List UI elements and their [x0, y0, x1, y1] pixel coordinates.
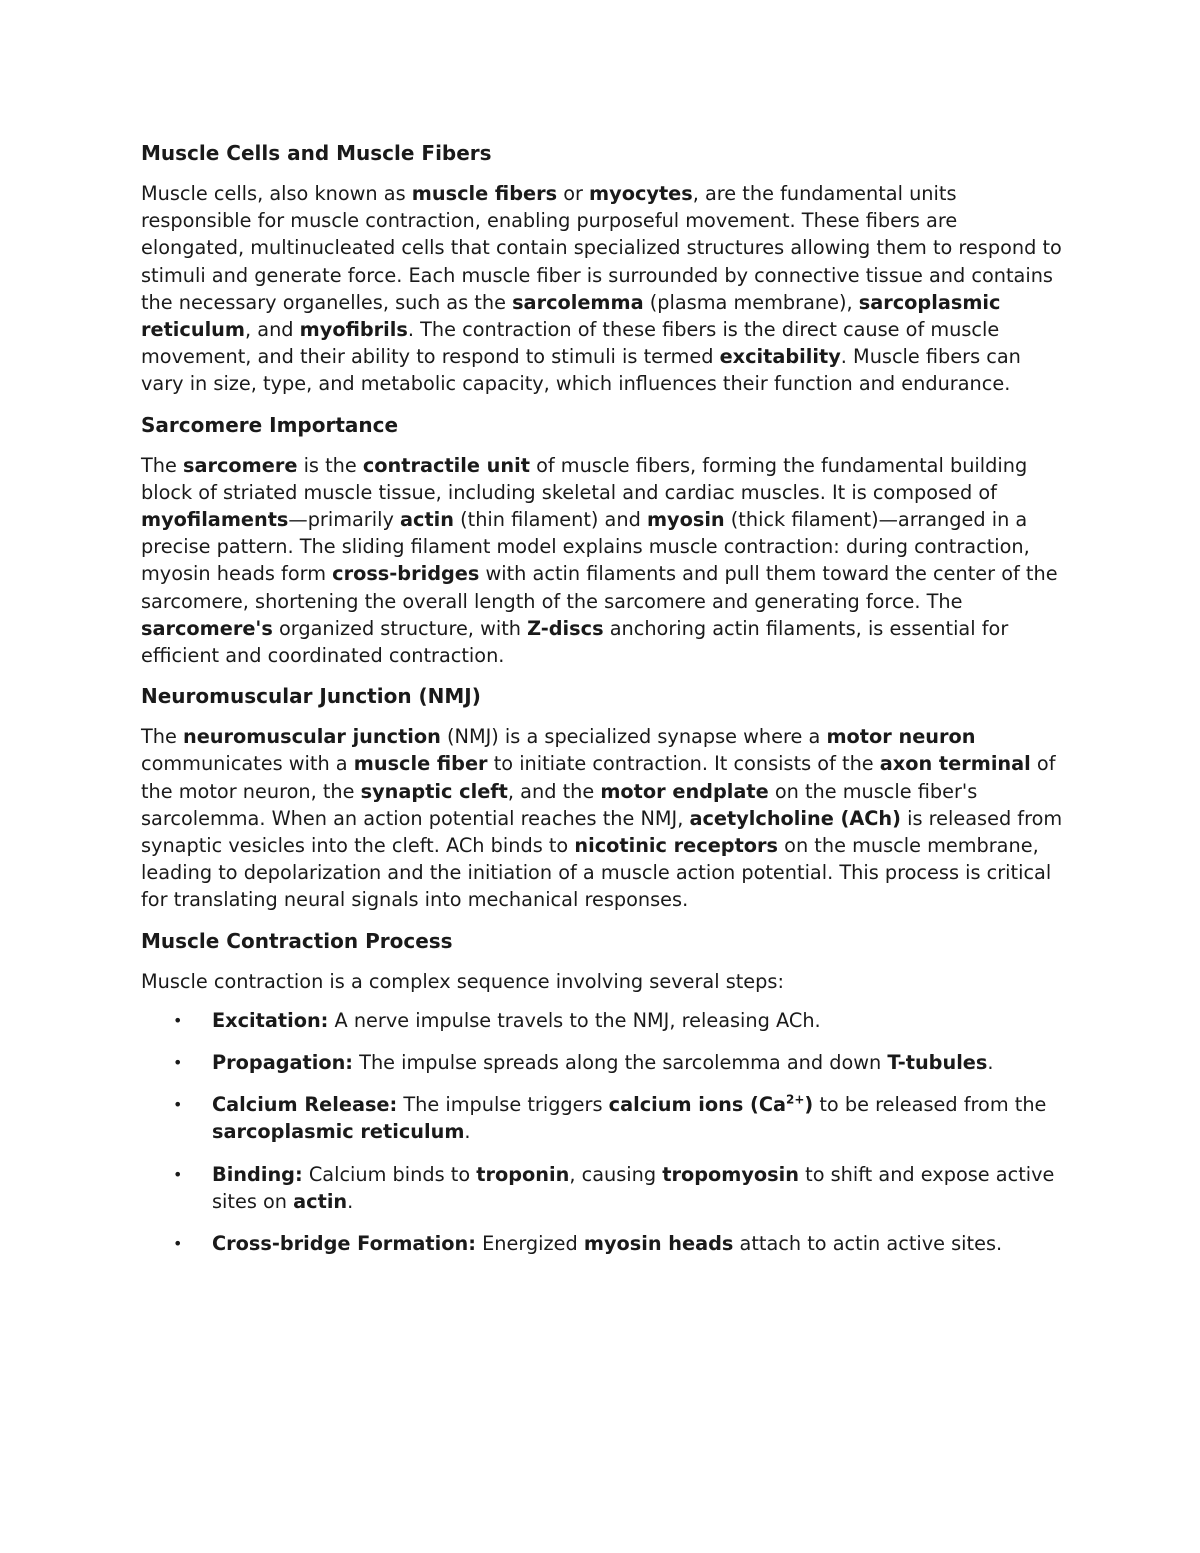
bold-term: nicotinic receptors [574, 834, 779, 858]
text-run: —primarily [288, 508, 400, 532]
text-run: on the muscle fiber's sarcolemma. When an action potential reaches the NMJ, [141, 779, 978, 830]
bold-term: Calcium Release: [212, 1093, 398, 1117]
text-run: . Muscle fibers can vary in size, type, and metabolic capacity, which influences their function and endurance. [141, 345, 1021, 396]
list-item [141, 1049, 1066, 1076]
bullet-icon: • [173, 1164, 183, 1184]
bold-term: Z-discs [527, 616, 604, 640]
bold-term: contractile unit [362, 453, 530, 477]
list-item [141, 1007, 1066, 1034]
bold-term: muscle fibers [411, 182, 558, 205]
bold-term: T-tubules [887, 1051, 988, 1075]
bold-term: myosin heads [583, 1232, 734, 1256]
section-paragraph [141, 723, 1066, 913]
bold-term: sarcoplasmic reticulum [212, 1120, 465, 1144]
text-run: . The contraction of these fibers is the direct cause of muscle movement, and their ability to respond to stimuli is termed [141, 318, 1000, 369]
text-run: anchoring actin filaments, is essential for efficient and coordinated contraction. [141, 616, 1009, 668]
text-run: . [464, 1120, 471, 1144]
text-run: organized structure, with [272, 616, 528, 640]
bold-term: motor neuron [826, 725, 976, 749]
bold-term: 2+ [786, 1092, 805, 1107]
bold-term: sarcomere [183, 453, 298, 477]
text-run: , causing [569, 1162, 663, 1186]
document-page [141, 138, 1066, 1272]
bullet-icon: • [173, 1234, 183, 1254]
text-run: The [141, 453, 183, 477]
bold-term: excitability [719, 345, 841, 369]
text-run: , and [245, 318, 300, 342]
bold-term: sarcoplasmic reticulum [141, 290, 1001, 342]
bold-term: Excitation: [212, 1008, 329, 1032]
text-run: or [557, 182, 590, 205]
bold-term: sarcolemma [512, 290, 644, 314]
list-item [141, 1161, 1066, 1215]
bold-term: acetylcholine (ACh) [689, 806, 901, 830]
list-item-text [212, 1232, 1002, 1255]
section-heading: Muscle Cells and Muscle Fibers [141, 141, 492, 165]
text-run: is the [297, 453, 363, 477]
list-item [141, 1091, 1066, 1145]
text-run: (thin filament) and [454, 508, 647, 532]
bold-term: Binding: [212, 1162, 303, 1186]
text-run: to be released from the [813, 1093, 1047, 1117]
bullet-icon: • [173, 1053, 183, 1073]
list-item-text [212, 1051, 994, 1074]
bold-term: synaptic cleft [360, 779, 508, 803]
bold-term: calcium ions (Ca [608, 1093, 787, 1117]
text-run: communicates with a [141, 752, 354, 776]
bold-term: axon terminal [879, 752, 1031, 776]
text-run: Calcium binds to [302, 1162, 477, 1186]
text-run: (NMJ) is a specialized synapse where a [440, 725, 827, 749]
list-item-text [212, 1093, 1046, 1143]
bold-term: myosin [646, 508, 725, 532]
bold-term: tropomyosin [662, 1162, 799, 1186]
text-run: The [141, 725, 183, 749]
section-nmj [141, 681, 1066, 913]
bold-term: actin [293, 1189, 348, 1213]
text-run: The impulse triggers [397, 1093, 609, 1117]
bold-term: myocytes [589, 182, 693, 205]
list-item-text [212, 1163, 1054, 1213]
steps-list [141, 1007, 1066, 1257]
text-run: of muscle fibers, forming the fundamental building block of striated muscle tissue, including skeletal and cardiac muscles. It is composed of [141, 453, 1028, 504]
bold-term: troponin [476, 1162, 570, 1186]
bold-term: myofilaments [141, 508, 289, 532]
text-run: attach to actin active sites. [733, 1232, 1003, 1256]
bold-term: neuromuscular junction [183, 725, 441, 749]
bold-term: Cross-bridge Formation: [212, 1232, 476, 1256]
section-paragraph [141, 452, 1066, 670]
section-contraction-process [141, 926, 1066, 1258]
text-run: Energized [475, 1232, 584, 1256]
section-heading: Neuromuscular Junction (NMJ) [141, 684, 481, 709]
section-muscle-cells [141, 138, 1066, 398]
bold-term: ) [804, 1093, 814, 1117]
text-run: A nerve impulse travels to the NMJ, releasing ACh. [328, 1008, 821, 1032]
text-run: is released from synaptic vesicles into the cleft. ACh binds to [141, 806, 1063, 858]
text-run: (plasma membrane), [643, 290, 859, 314]
bold-term: motor endplate [600, 779, 769, 803]
bold-term: myofibrils [299, 318, 408, 342]
bold-term: Propagation: [212, 1051, 354, 1075]
text-run: to shift and expose active sites on [212, 1162, 1055, 1213]
bullet-icon: • [173, 1095, 183, 1115]
bold-term: cross-bridges [332, 562, 480, 586]
text-run: of the motor neuron, the [141, 752, 1056, 803]
text-run: on the muscle membrane, leading to depolarization and the initiation of a muscle action potential. This process is critical for translating neural signals into mechanical responses. [141, 834, 1052, 912]
text-run: to initiate contraction. It consists of the [487, 752, 880, 776]
text-run: The impulse spreads along the sarcolemma and down [353, 1051, 888, 1075]
section-heading: Muscle Contraction Process [141, 928, 453, 953]
list-item [141, 1230, 1066, 1257]
text-run: , and the [507, 779, 601, 803]
text-run: , are the fundamental units responsible for muscle contraction, enabling purposeful movement. These fibers are elongated, multinucleated cells that contain specialized structures allowing them to respond to stimuli and generate force. Each muscle fiber is surrounded by connective tissue and contains the necessary organelles, such as the [141, 182, 1062, 314]
text-run: (thick filament)—arranged in a precise pattern. The sliding filament model explains muscle contraction: during contraction, myosin heads form [141, 508, 1030, 586]
bold-term: sarcomere's [141, 616, 273, 640]
section-paragraph [141, 180, 1066, 398]
section-heading: Sarcomere Importance [141, 412, 399, 437]
list-item-text [212, 1009, 821, 1032]
bullet-icon: • [173, 1010, 183, 1030]
text-run: Muscle cells, also known as [141, 182, 412, 205]
text-run: Muscle contraction is a complex sequence involving several steps: [141, 969, 784, 993]
bold-term: muscle fiber [353, 752, 488, 776]
section-sarcomere [141, 410, 1066, 670]
text-run: . [347, 1189, 354, 1213]
text-run: with actin filaments and pull them toward the center of the sarcomere, shortening the overall length of the sarcomere and generating force. The [141, 562, 1058, 613]
text-run: . [987, 1051, 994, 1075]
bold-term: actin [400, 508, 454, 532]
section-paragraph [141, 968, 1066, 995]
